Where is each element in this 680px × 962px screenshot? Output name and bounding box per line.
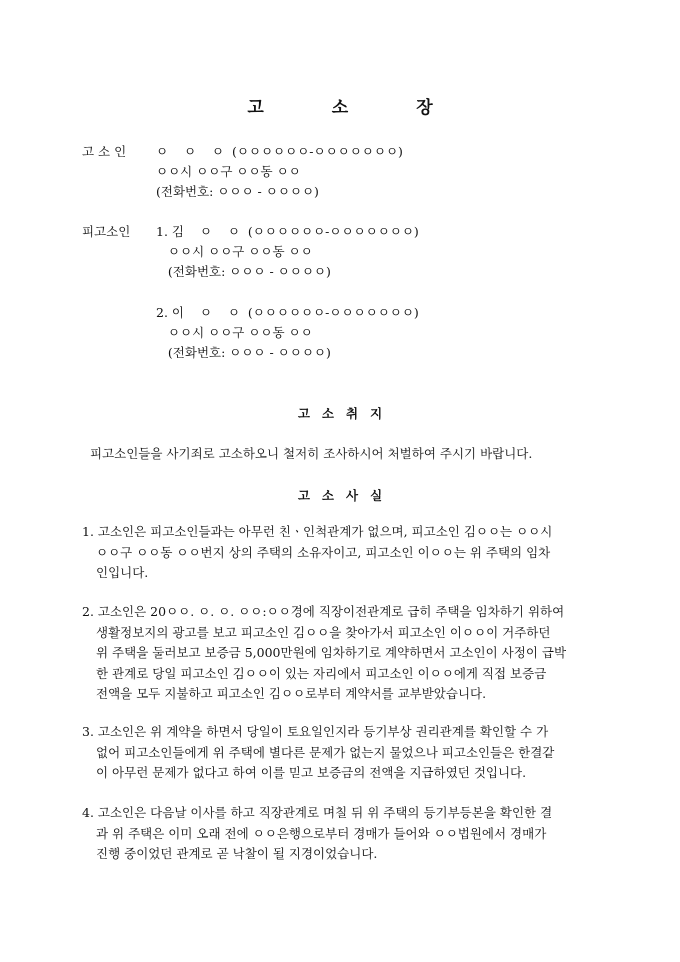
heading-char: 소: [321, 406, 334, 421]
title-char: 고: [247, 98, 264, 118]
fact-line: 인입니다.: [96, 565, 149, 580]
complainant-block: [82, 142, 502, 202]
defendant-2-phone-line: (전화번호: ㅇㅇㅇ - ㅇㅇㅇㅇ): [156, 345, 331, 360]
fact-line: 1. 고소인은 피고소인들과는 아무런 친ㆍ인척관계가 없으며, 피고소인 김ㅇㅇ는 ㅇㅇ시: [82, 524, 553, 539]
complainant-label: 고 소 인: [82, 144, 127, 159]
fact-paragraph-3: [82, 722, 602, 784]
fact-line: 2. 고소인은 20ㅇㅇ. ㅇ. ㅇ. ㅇㅇ:ㅇㅇ경에 직장이전관계로 급히 주택을 임차하기 위하여: [82, 604, 565, 619]
complainant-phone-line: (전화번호: ㅇㅇㅇ - ㅇㅇㅇㅇ): [156, 184, 319, 199]
heading-char: 소: [321, 488, 334, 503]
facts-heading: [0, 486, 680, 504]
fact-line: 위 주택을 둘러보고 보증금 5,000만원에 임차하기로 계약하면서 고소인이 사정이 급박: [96, 645, 567, 660]
heading-char: 지: [370, 406, 383, 421]
fact-paragraph-1: [82, 522, 602, 584]
complainant-name-line: ㅇ ㅇ ㅇ (ㅇㅇㅇㅇㅇㅇ-ㅇㅇㅇㅇㅇㅇㅇ): [156, 144, 403, 159]
heading-char: 사: [346, 488, 359, 503]
heading-char: 고: [297, 488, 310, 503]
fact-line: 한 관계로 당일 피고소인 김ㅇㅇ이 있는 자리에서 피고소인 이ㅇㅇ에게 직접 보증금: [96, 665, 547, 681]
fact-line: 3. 고소인은 위 계약을 하면서 당일이 토요일인지라 등기부상 권리관계를 확인할 수 가: [82, 724, 549, 739]
fact-line: 이 아무런 문제가 없다고 하여 이를 믿고 보증금의 전액을 지급하였던 것입니다.: [96, 765, 527, 780]
fact-line: 없어 피고소인들에게 위 주택에 별다른 문제가 없는지 물었으나 피고소인들은 한결같: [96, 744, 555, 760]
complainant-address-line: ㅇㅇ시 ㅇㅇ구 ㅇㅇ동 ㅇㅇ: [156, 164, 301, 179]
title-char: 장: [416, 98, 433, 118]
fact-line: 4. 고소인은 다음날 이사를 하고 직장관계로 며칠 뒤 위 주택의 등기부등본을 확인한 결: [82, 805, 553, 820]
defendant-1-phone-line: (전화번호: ㅇㅇㅇ - ㅇㅇㅇㅇ): [156, 264, 331, 279]
defendants-label: 피고소인: [82, 224, 131, 239]
heading-char: 취: [346, 406, 359, 421]
fact-line: 생활정보지의 광고를 보고 피고소인 김ㅇㅇ을 찾아가서 피고소인 이ㅇㅇ이 거주하던: [96, 624, 551, 640]
fact-paragraph-body: [82, 522, 602, 584]
heading-char: 고: [297, 406, 310, 421]
fact-line: 전액을 모두 지불하고 피고소인 김ㅇㅇ로부터 계약서를 교부받았습니다.: [96, 686, 487, 701]
heading-char: 실: [370, 488, 383, 503]
fact-line: 과 위 주택은 이미 오래 전에 ㅇㅇ은행으로부터 경매가 들어와 ㅇㅇ법원에서 경매가: [96, 825, 547, 841]
defendant-1-address-line: ㅇㅇ시 ㅇㅇ구 ㅇㅇ동 ㅇㅇ: [156, 244, 313, 259]
fact-paragraph-4: [82, 803, 602, 865]
title-char: 소: [331, 98, 349, 118]
fact-paragraph-2: [82, 602, 602, 705]
defendant-2-name-line: 2. 이 ㅇ ㅇ (ㅇㅇㅇㅇㅇㅇ-ㅇㅇㅇㅇㅇㅇㅇ): [156, 305, 419, 320]
fact-line: ㅇㅇ구 ㅇㅇ동 ㅇㅇ번지 상의 주택의 소유자이고, 피고소인 이ㅇㅇ는 위 주택의 임차: [96, 544, 551, 560]
fact-paragraph-body: [82, 602, 602, 705]
defendant-1-name-line: 1. 김 ㅇ ㅇ (ㅇㅇㅇㅇㅇㅇ-ㅇㅇㅇㅇㅇㅇㅇ): [156, 224, 419, 239]
defendant-2-address-line: ㅇㅇ시 ㅇㅇ구 ㅇㅇ동 ㅇㅇ: [156, 325, 313, 340]
purpose-heading: [0, 404, 680, 422]
document-title: [0, 93, 680, 118]
fact-paragraph-body: [82, 803, 602, 865]
purpose-text: 피고소인들을 사기죄로 고소하오니 철저히 조사하시어 처벌하여 주시기 바랍니다.: [90, 446, 533, 461]
fact-paragraph-body: [82, 722, 602, 784]
fact-line: 진행 중이었던 관계로 곧 낙찰이 될 지경이었습니다.: [96, 846, 378, 861]
defendants-block: [82, 222, 502, 362]
